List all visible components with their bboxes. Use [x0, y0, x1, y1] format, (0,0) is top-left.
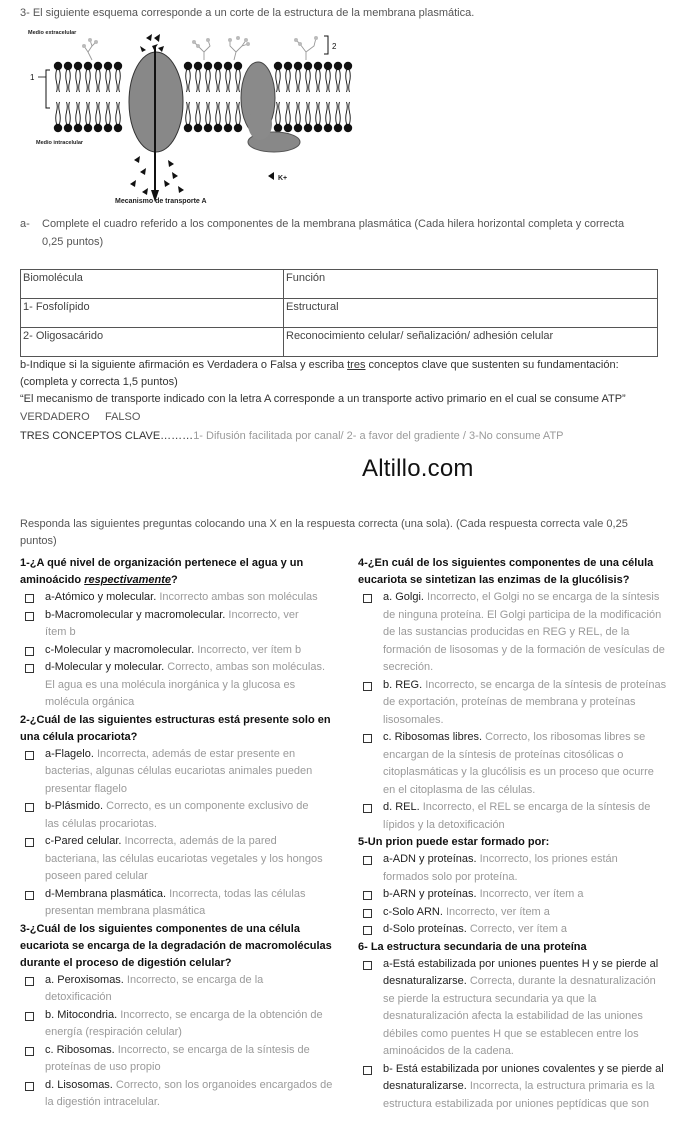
answer-option[interactable] [358, 904, 696, 922]
option-text: a-Está estabilizada por uniones puentes H y se pierde al [383, 957, 659, 970]
option-feedback: formados solo por proteína. [383, 870, 518, 883]
checkbox-icon[interactable] [25, 594, 34, 603]
option-feedback: El agua es una molécula inorgánica y la glucosa es [45, 678, 296, 691]
option-feedback: estructura estabilizada por uniones peptídicas que son [383, 1097, 650, 1110]
option-feedback: Incorrecto, ver ítem b [197, 643, 302, 656]
option-feedback: lisosomales. [383, 713, 444, 726]
option-feedback: Correcto, ambas son moléculas. [167, 661, 326, 673]
option-feedback: desnaturalización afecta la estabilidad de las uniones [383, 1010, 643, 1022]
option-text: b- Está estabilizada por uniones covalentes y se pierde al [383, 1062, 664, 1075]
answer-option[interactable] [20, 1042, 358, 1077]
option-feedback: Incorrecta, todas las células [169, 887, 306, 900]
left-column [20, 555, 358, 1112]
answer-option[interactable] [20, 642, 358, 660]
option-feedback: Correcto, son los organoides encargados de [115, 1078, 333, 1091]
question-line: eucariota se sintetizan las enzimas de la glucólisis? [358, 574, 630, 586]
question-line: 3-¿Cuál de los siguientes componentes de una célula [20, 922, 300, 935]
option-feedback: la digestión intracelular. [45, 1096, 160, 1108]
question-line: 6- La estructura secundaria de una proteína [358, 940, 587, 953]
question-emphasis: respectivamente [84, 574, 172, 586]
checkbox-icon[interactable] [363, 682, 372, 691]
option-feedback: débiles como puentes H que se establecen entre los [383, 1027, 639, 1040]
option-feedback: presentar flagelo [45, 782, 127, 795]
option-feedback: Incorrecto ambas son moléculas [159, 591, 318, 603]
option-feedback: Correcto, los ribosomas libres se [485, 731, 646, 743]
answer-option[interactable] [20, 659, 358, 712]
option-feedback: de las sustancias producidas en REG y REL, de la [383, 626, 630, 638]
answer-option[interactable] [358, 851, 696, 886]
option-text: c. Ribosomas. [45, 1043, 118, 1056]
option-text: b-Macromolecular y macromolecular. [45, 608, 229, 621]
part-a-prefix: a- [20, 218, 30, 230]
answer-option[interactable] [358, 886, 696, 904]
quote: “El mecanismo de transporte indicado con la letra A corresponde a un transporte activo primario en el cual se consume ATP” [20, 393, 626, 405]
checkbox-icon[interactable] [25, 1082, 34, 1091]
option-feedback: se pierde la estructura secundaria ya que la [383, 992, 597, 1005]
question-3-title: 3- El siguiente esquema corresponde a un corte de la estructura de la membrana plasmática. [20, 7, 475, 19]
option-feedback: proteínas de uso propio [45, 1061, 161, 1073]
answer-option[interactable] [358, 729, 696, 799]
answer-option[interactable] [20, 972, 358, 1007]
option-feedback: Incorrecto, se encarga de la síntesis de proteínas [425, 678, 667, 691]
checkbox-icon[interactable] [363, 734, 372, 743]
option-feedback: Incorrecto, los priones están [479, 853, 618, 865]
answer-option[interactable] [358, 921, 696, 939]
option-feedback: citoplasmáticas y la glucólisis es un proceso que ocurre [383, 766, 654, 778]
question-tail: ? [171, 574, 178, 586]
mecanismo-label: Mecanismo de transporte A [115, 198, 207, 205]
checkbox-icon[interactable] [363, 909, 372, 918]
option-text: d. REL. [383, 801, 423, 813]
instructions-line1: Responda las siguientes preguntas colocando una X en la respuesta correcta (una sola). (Cada respuesta correcta vale 0,25 [20, 518, 628, 530]
answer-option[interactable] [358, 956, 696, 1061]
part-b-line1 [20, 357, 619, 374]
part-a-line2: 0,25 puntos) [42, 236, 104, 248]
option-feedback: lípidos y la detoxificación [383, 818, 505, 831]
membrane-diagram [28, 24, 360, 212]
checkbox-icon[interactable] [25, 612, 34, 621]
medio-intracelular-label: Medio intracelular [36, 140, 84, 146]
option-feedback: en el citoplasma de las células. [383, 783, 536, 796]
answer-option[interactable] [20, 886, 358, 921]
answer-option[interactable] [358, 677, 696, 730]
option-feedback: Correcta, durante la desnaturalización [469, 975, 656, 987]
option-feedback: Incorrecta, la estructura primaria es la [469, 1080, 655, 1092]
medio-extracelular-label: Medio extracelular [28, 30, 77, 36]
answer-option[interactable] [358, 589, 696, 677]
option-text: a. Peroxisomas. [45, 973, 127, 986]
option-text: d-Molecular y molecular. [45, 661, 168, 673]
answer-option[interactable] [358, 799, 696, 834]
tres-conceptos-answer: 1- Difusión facilitada por canal/ 2- a favor del gradiente / 3-No consume ATP [193, 430, 564, 442]
answer-option[interactable] [20, 798, 358, 833]
option-feedback: aminoácidos de la cadena. [383, 1045, 514, 1057]
question-line: aminoácido [20, 574, 85, 586]
option-text: d-Membrana plasmática. [45, 887, 170, 900]
question-title [358, 834, 696, 851]
option-feedback: de ninguna proteína. El Golgi participa de la modificación [383, 608, 662, 621]
option-feedback: Correcto, es un componente exclusivo de [106, 800, 309, 812]
option-text: a-Flagelo. [45, 747, 97, 760]
question-title [20, 921, 358, 972]
option-text: desnaturalizarse. [383, 975, 470, 987]
checkbox-icon[interactable] [25, 803, 34, 812]
verdadero-falso: VERDADERO FALSO [20, 411, 141, 423]
checkbox-icon[interactable] [25, 891, 34, 900]
checkbox-icon[interactable] [363, 804, 372, 813]
table-cell: 2- Oligosacárido [21, 328, 284, 357]
table-cell: 1- Fosfolípido [21, 299, 284, 328]
question-title [20, 555, 358, 589]
option-feedback: Incorrecto, se encarga de la obtención de [120, 1008, 323, 1021]
option-feedback: detoxificación [45, 991, 112, 1003]
kplus-label: K+ [278, 175, 288, 182]
checkbox-icon[interactable] [25, 664, 34, 673]
option-feedback: presentan membrana plasmática [45, 905, 206, 917]
question-line: 2-¿Cuál de las siguientes estructuras está presente solo en [20, 713, 331, 726]
table-cell: Reconocimiento celular/ señalización/ adhesión celular [284, 328, 658, 357]
answer-option[interactable] [20, 833, 358, 886]
question-line: 4-¿En cuál de los siguientes componentes de una célula [358, 557, 654, 569]
instructions-line2: puntos) [20, 535, 57, 547]
question-line: 1-¿A qué nivel de organización pertenece el agua y un [20, 557, 304, 569]
option-feedback: Incorrecta, además de estar presente en [96, 747, 296, 760]
option-feedback: Incorrecto, se encarga de la [126, 973, 264, 986]
option-text: b. REG. [383, 678, 426, 691]
checkbox-icon[interactable] [25, 751, 34, 760]
part-b-line1-post: conceptos clave que sustenten su fundamentación: [365, 359, 619, 371]
question-title [358, 555, 696, 589]
option-text: c-Pared celular. [45, 835, 125, 847]
option-text: d. Lisosomas. [45, 1078, 116, 1091]
option-text: c. Ribosomas libres. [383, 731, 486, 743]
tres-conceptos-label: TRES CONCEPTOS CLAVE……… [20, 430, 194, 442]
question-line: 5-Un prion puede estar formado por: [358, 836, 550, 848]
option-text: b-ARN y proteínas. [383, 888, 480, 900]
option-feedback: Incorrecto, ver ítem a [479, 888, 584, 900]
part-a-line1: Complete el cuadro referido a los componentes de la membrana plasmática (Cada hilera horizontal completa y correcta [42, 218, 625, 230]
label-2: 2 [332, 42, 337, 51]
table-row [21, 328, 658, 357]
question-line: durante el proceso de digestión celular? [20, 956, 232, 969]
option-feedback: formación de lisosomas y de la formación de vesículas de [383, 643, 665, 656]
checkbox-icon[interactable] [363, 926, 372, 935]
option-feedback: molécula orgánica [45, 696, 135, 708]
answer-option[interactable] [20, 746, 358, 799]
part-b-line2: (completa y correcta 1,5 puntos) [20, 376, 178, 388]
option-feedback: poseen pared celular [45, 870, 148, 882]
checkbox-icon[interactable] [363, 891, 372, 900]
part-b-line1-pre: b-Indique si la siguiente afirmación es Verdadera o Falsa y escriba [20, 359, 348, 371]
option-text: b. Mitocondria. [45, 1008, 121, 1021]
option-feedback: ítem b [45, 626, 76, 638]
option-text: desnaturalizarse. [383, 1080, 470, 1092]
checkbox-icon[interactable] [363, 1066, 372, 1075]
option-text: a. Golgi. [383, 591, 428, 603]
answer-option[interactable] [20, 607, 358, 642]
checkbox-icon[interactable] [363, 856, 372, 865]
option-feedback: las células procariotas. [45, 817, 157, 830]
header-biomolecula: Biomolécula [21, 270, 284, 299]
question-title [20, 712, 358, 746]
option-feedback: encargan de la síntesis de proteínas citosólicas o [383, 748, 624, 761]
option-text: c-Molecular y macromolecular. [45, 643, 198, 656]
option-text: b-Plásmido. [45, 800, 107, 812]
question-line: una célula procariota? [20, 730, 138, 743]
option-feedback: bacteriana, las células eucariotas vegetales y los hongos [45, 852, 323, 865]
option-feedback: bacterias, algunas células eucariotas animales pueden [45, 765, 313, 777]
checkbox-icon[interactable] [25, 838, 34, 847]
option-text: d-Solo proteínas. [383, 923, 470, 935]
option-text: c-Solo ARN. [383, 905, 446, 918]
question-line: eucariota se encarga de la degradación de macromoléculas [20, 939, 332, 952]
table-header-row [21, 270, 658, 299]
checkbox-icon[interactable] [363, 594, 372, 603]
option-feedback: energía (respiración celular) [45, 1026, 182, 1038]
checkbox-icon[interactable] [25, 977, 34, 986]
option-feedback: Incorrecto, el REL se encarga de la síntesis de [422, 801, 651, 813]
option-feedback: Incorrecto, ver ítem a [445, 905, 550, 918]
table-cell: Estructural [284, 299, 658, 328]
option-text: a-ADN y proteínas. [383, 853, 480, 865]
header-funcion: Función [284, 270, 658, 299]
checkbox-icon[interactable] [25, 647, 34, 656]
right-column [358, 555, 696, 1113]
tres-conceptos [20, 428, 564, 445]
label-1: 1 [30, 73, 35, 82]
option-feedback: Incorrecto, ver [228, 608, 299, 621]
option-feedback: secreción. [383, 661, 434, 673]
checkbox-icon[interactable] [363, 961, 372, 970]
option-feedback: Incorrecta, además de la pared [124, 835, 277, 847]
components-table [20, 269, 658, 357]
option-feedback: de exportación, proteínas de membrana y proteínas [383, 696, 636, 708]
checkbox-icon[interactable] [25, 1047, 34, 1056]
answer-option[interactable] [20, 1077, 358, 1112]
altillo-watermark: Altillo.com [362, 455, 474, 482]
answer-option[interactable] [20, 589, 358, 607]
answer-option[interactable] [20, 1007, 358, 1042]
answer-option[interactable] [358, 1061, 696, 1114]
option-feedback: Incorrecto, el Golgi no se encarga de la síntesis [427, 591, 660, 603]
table-row [21, 299, 658, 328]
checkbox-icon[interactable] [25, 1012, 34, 1021]
part-b-tres: tres [347, 359, 366, 371]
option-text: a-Atómico y molecular. [45, 591, 160, 603]
option-feedback: Correcto, ver ítem a [469, 923, 568, 935]
option-feedback: Incorrecto, se encarga de la síntesis de [117, 1043, 310, 1056]
question-title [358, 939, 696, 956]
